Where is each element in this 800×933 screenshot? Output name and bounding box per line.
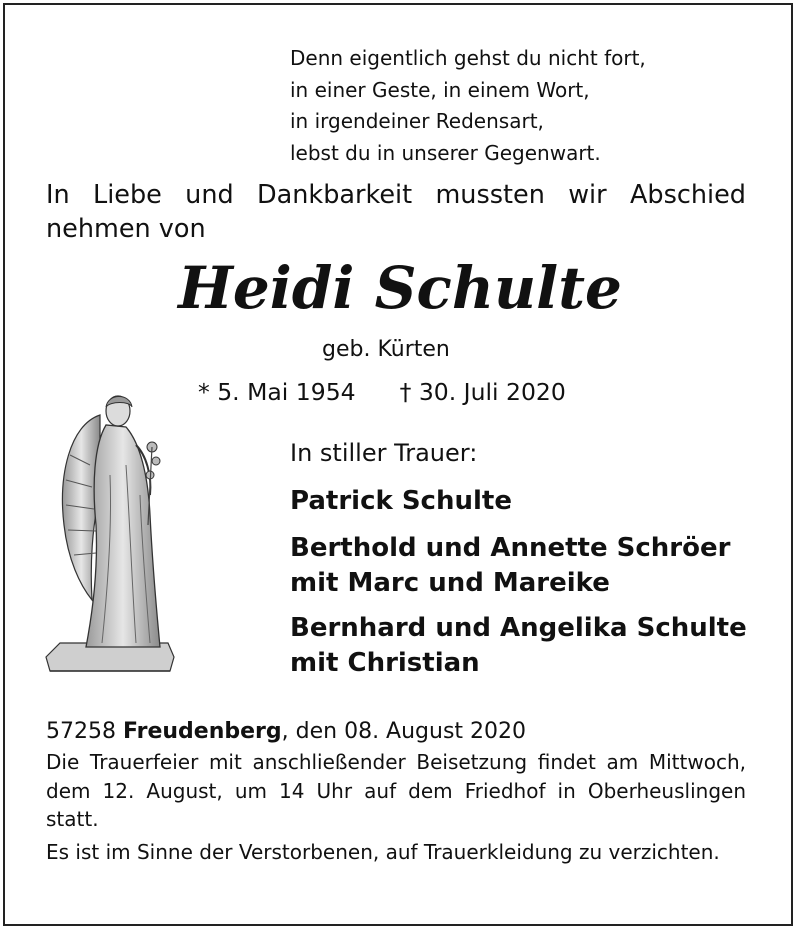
family-line: Bernhard und Angelika Schulte xyxy=(290,613,747,643)
place-date-line xyxy=(46,718,526,746)
death-date: † 30. Juli 2020 xyxy=(399,378,566,406)
zip-code: 57258 xyxy=(46,719,116,744)
poem-line: in irgendeiner Redensart, xyxy=(290,109,544,133)
dress-code-info: Es ist im Sinne der Verstorbenen, auf Trauerkleidung zu verzichten. xyxy=(46,840,720,864)
poem-line: in einer Geste, in einem Wort, xyxy=(290,77,590,102)
birth-date: * 5. Mai 1954 xyxy=(198,378,356,406)
deceased-name xyxy=(178,248,622,326)
family-group xyxy=(290,611,747,681)
poem-line: lebst du in unserer Gegenwart. xyxy=(290,140,601,165)
city-name: Freudenberg xyxy=(123,719,282,744)
deceased-name-script xyxy=(178,248,622,326)
family-line: Patrick Schulte xyxy=(290,486,512,516)
family-group xyxy=(290,484,512,519)
family-line: Berthold und Annette Schröer xyxy=(290,533,731,563)
deceased-name-text: Heidi Schulte xyxy=(178,254,622,322)
angel-statue-icon xyxy=(40,385,178,680)
family-line: mit Christian xyxy=(290,648,480,678)
poem xyxy=(290,43,646,169)
ceremony-info: Die Trauerfeier mit anschließender Beisetzung findet am Mittwoch, dem 12. August, um 14 Uhr auf dem Friedhof in Oberheuslingen statt. xyxy=(46,750,746,831)
family-group xyxy=(290,531,730,601)
family-line: mit Marc und Mareike xyxy=(290,568,610,598)
notice-date: , den 08. August 2020 xyxy=(281,719,527,744)
angel-statue-drawing xyxy=(40,385,178,680)
intro-text: In Liebe und Dankbarkeit mussten wir Abschied nehmen von xyxy=(46,180,746,244)
poem-line: Denn eigentlich gehst du nicht fort, xyxy=(290,46,646,70)
life-dates xyxy=(198,377,566,407)
mourning-heading: In stiller Trauer: xyxy=(290,439,478,467)
maiden-name: geb. Kürten xyxy=(322,337,450,362)
